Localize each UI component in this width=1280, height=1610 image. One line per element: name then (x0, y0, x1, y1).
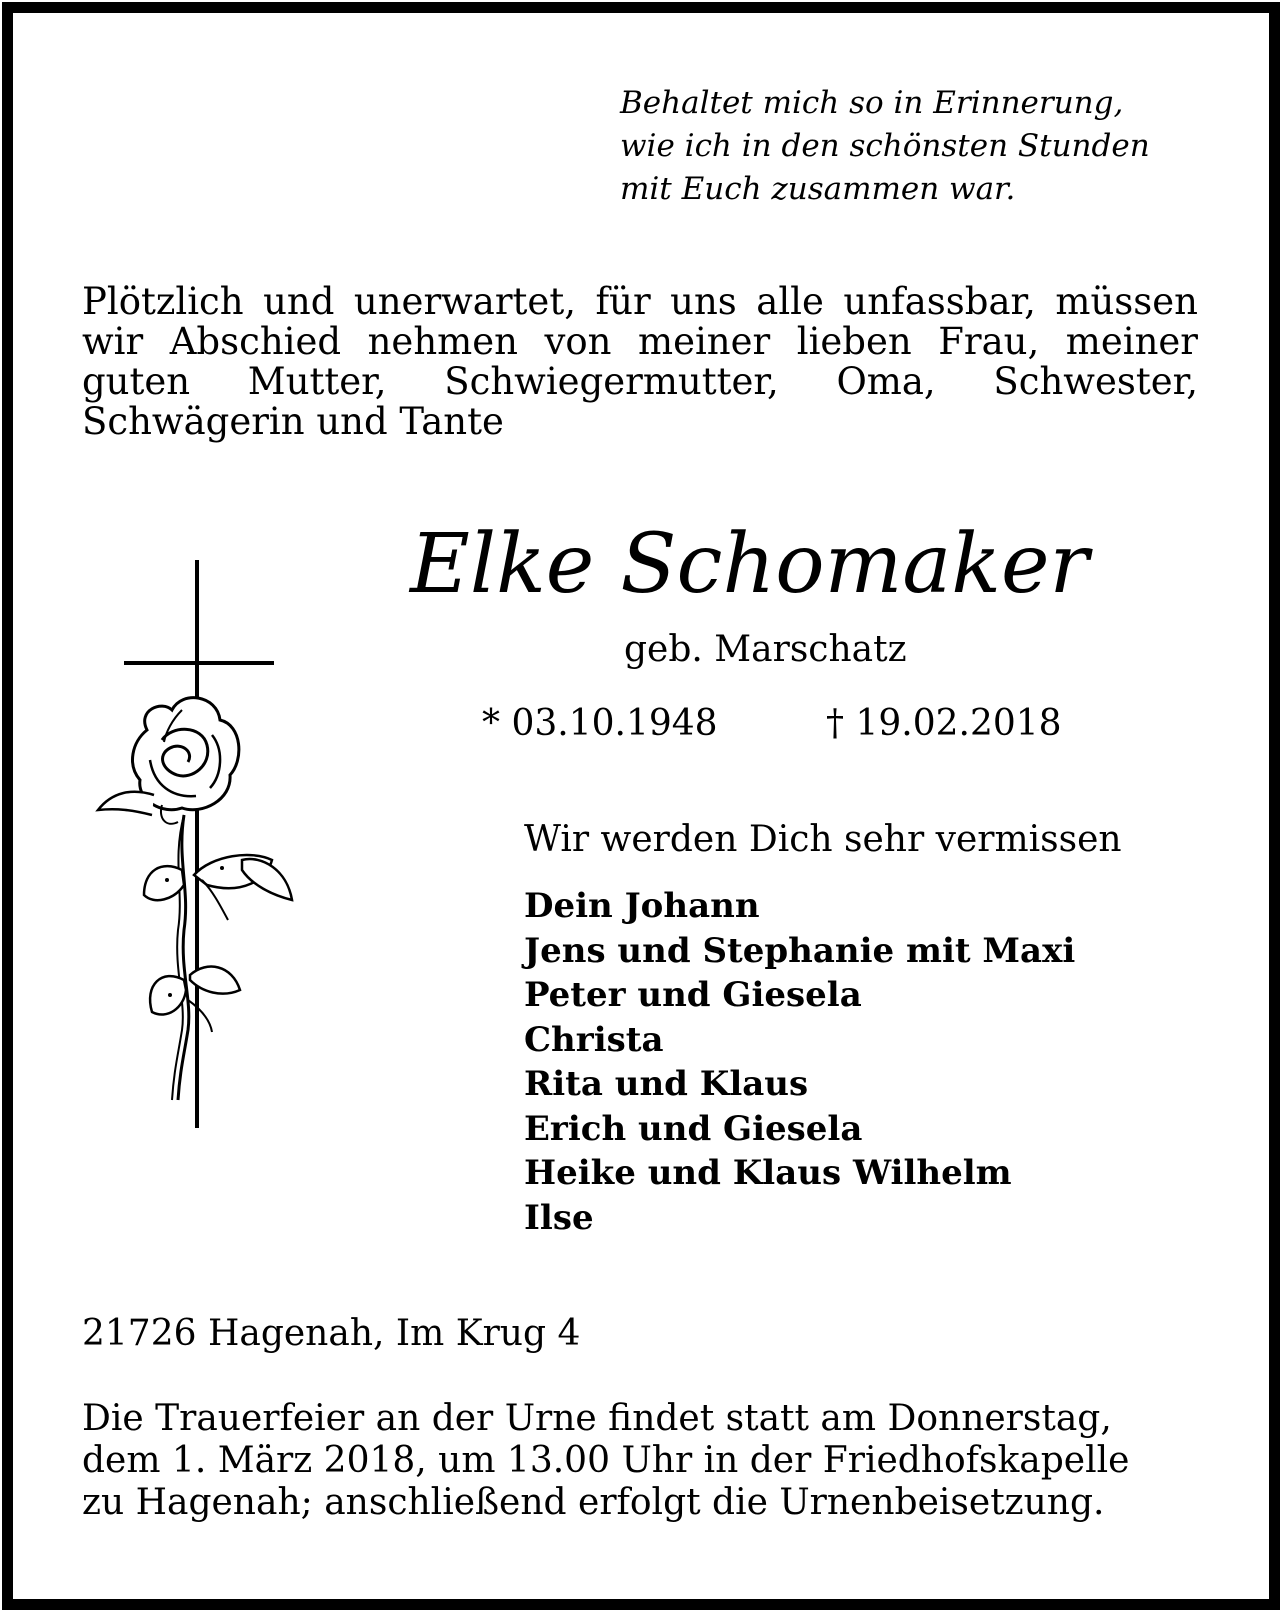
maiden-name: geb. Marschatz (624, 629, 907, 670)
mourners-list (524, 884, 1075, 1240)
cross-with-rose-icon (92, 560, 302, 1130)
intro-line: guten Mutter, Schwiegermutter, Oma, Schwester, (82, 360, 1198, 403)
motto-verse (620, 82, 1150, 211)
service-line: Die Trauerfeier an der Urne findet statt am Donnerstag, (82, 1398, 1112, 1439)
mourner-entry: Ilse (524, 1197, 594, 1238)
mourner-entry: Peter und Giesela (524, 975, 862, 1015)
service-line: dem 1. März 2018, um 13.00 Uhr in der Friedhofskapelle (82, 1440, 1130, 1481)
intro-line: Schwägerin und Tante (82, 400, 504, 443)
intro-line: wir Abschied nehmen von meiner lieben Frau, meiner (82, 320, 1198, 363)
address: 21726 Hagenah, Im Krug 4 (82, 1313, 581, 1354)
service-line: zu Hagenah; anschließend erfolgt die Urnenbeisetzung. (82, 1482, 1105, 1523)
mourner-entry: Heike und Klaus Wilhelm (524, 1153, 1012, 1193)
birth-date: * 03.10.1948 (482, 703, 718, 744)
mourner-entry: Erich und Giesela (524, 1108, 863, 1149)
mourner-entry: Jens und Stephanie mit Maxi (524, 930, 1076, 971)
mourner-entry: Christa (524, 1019, 664, 1060)
intro-line: Plötzlich und unerwartet, für uns alle unfassbar, müssen (82, 280, 1198, 323)
death-date: † 19.02.2018 (826, 703, 1062, 744)
mourner-entry: Rita und Klaus (524, 1064, 809, 1104)
farewell-text: Wir werden Dich sehr vermissen (524, 819, 1122, 860)
motto-line: mit Euch zusammen war. (620, 171, 1016, 207)
deceased-name: Elke Schomaker (410, 517, 1089, 612)
motto-line: Behaltet mich so in Erinnerung, (620, 85, 1124, 121)
service-notice (82, 1398, 1129, 1524)
intro-text (82, 282, 1198, 442)
mourner-entry: Dein Johann (524, 886, 760, 926)
motto-line: wie ich in den schönsten Stunden (620, 128, 1150, 164)
